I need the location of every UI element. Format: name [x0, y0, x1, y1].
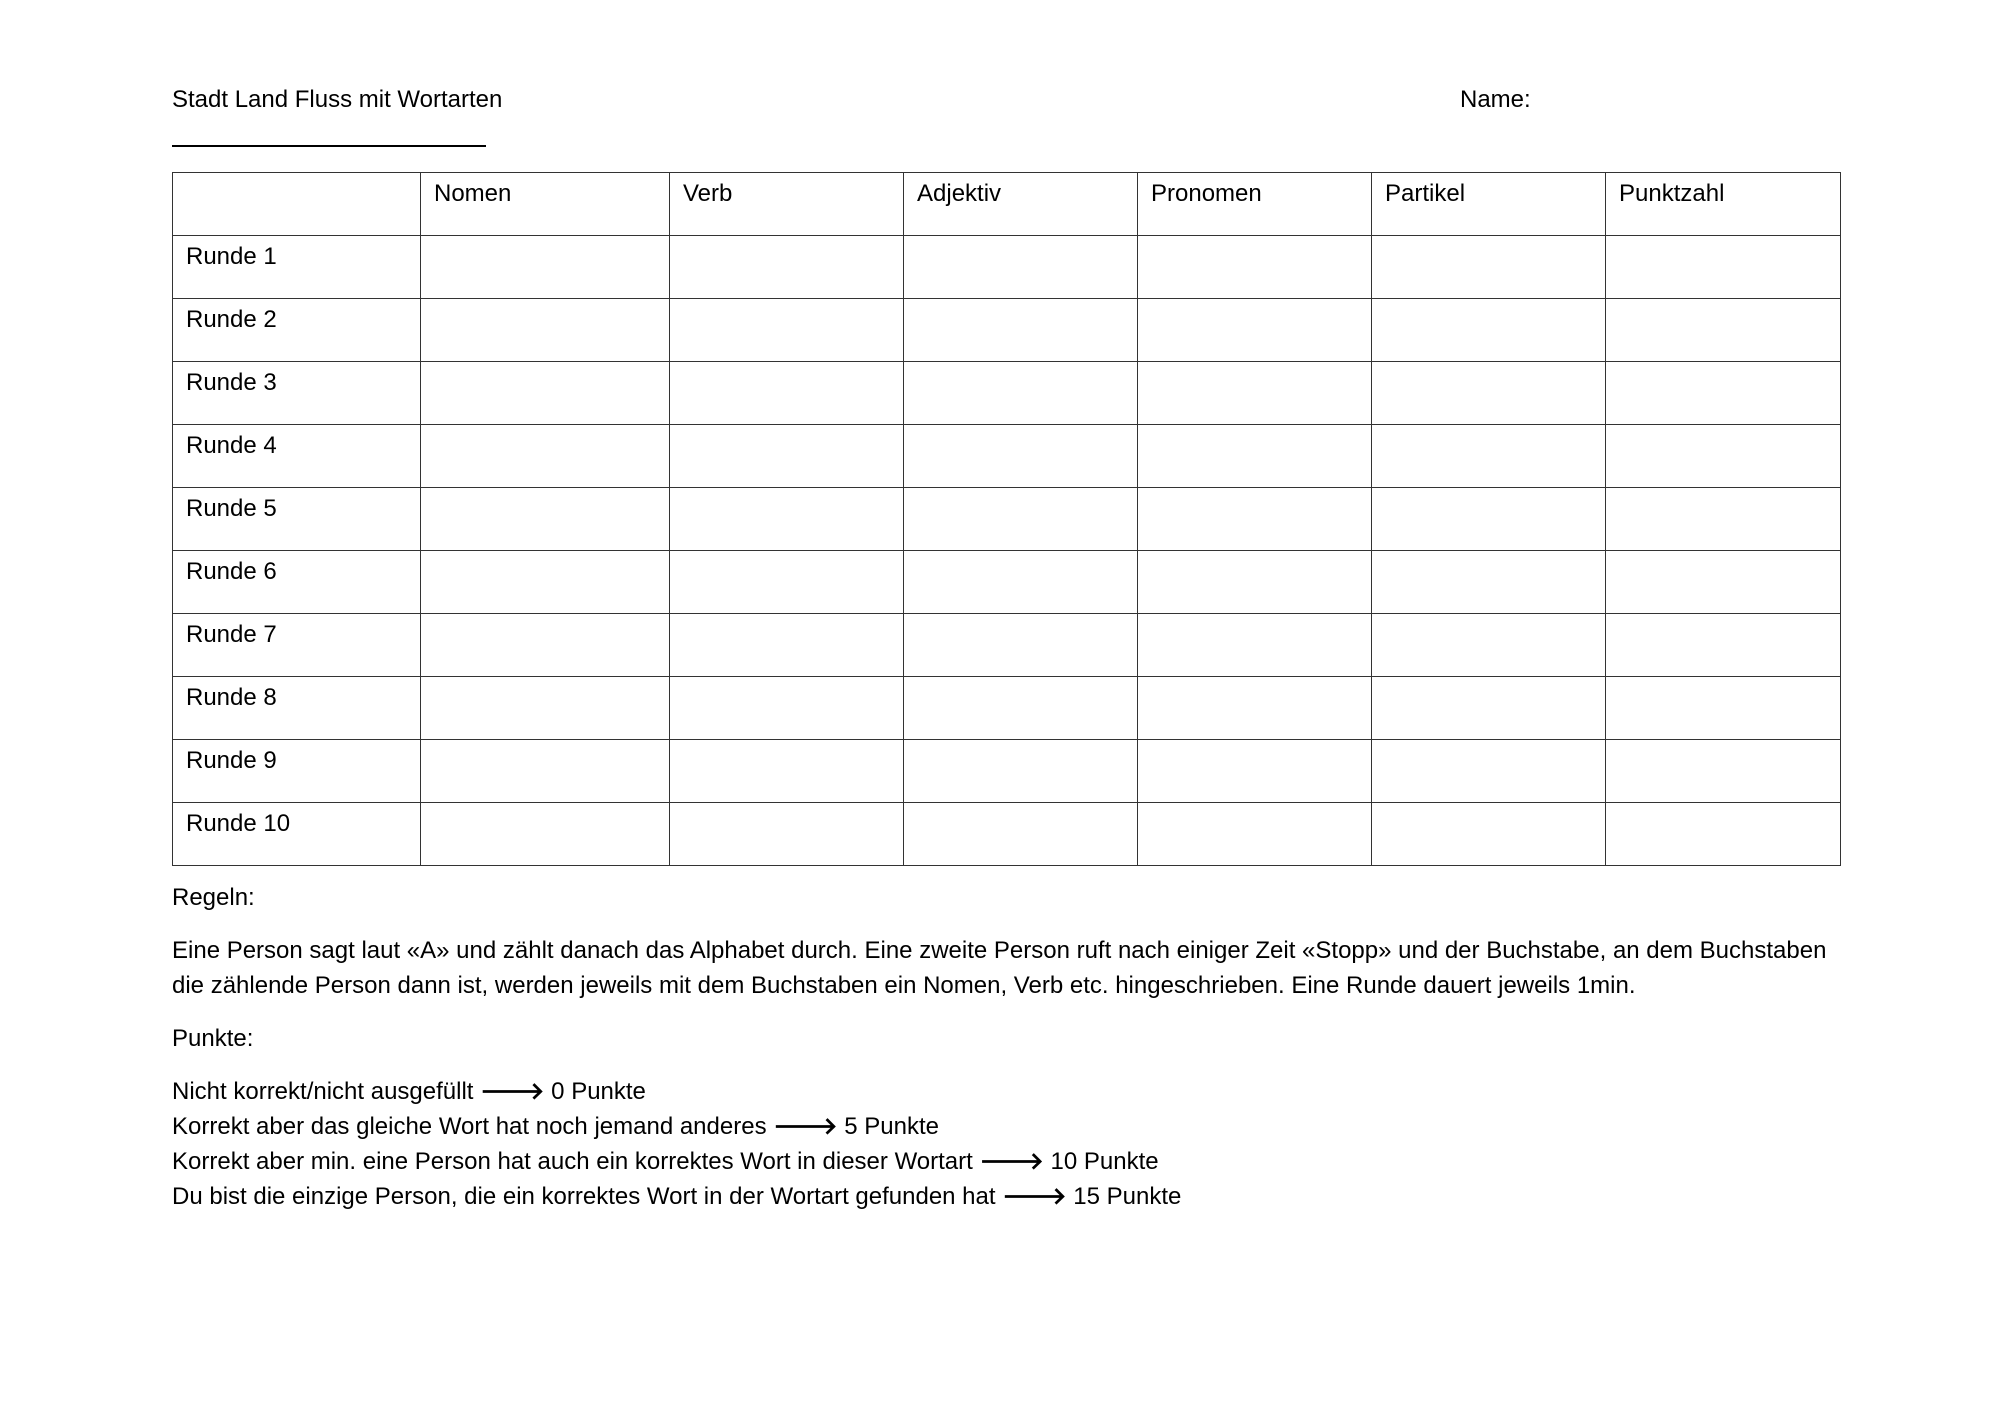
entry-cell[interactable] — [1372, 677, 1606, 740]
page-title: Stadt Land Fluss mit Wortarten — [172, 86, 503, 113]
entry-cell[interactable] — [670, 551, 904, 614]
points-condition: Korrekt aber min. eine Person hat auch ein korrektes Wort in dieser Wortart — [172, 1148, 973, 1175]
score-cell[interactable] — [1606, 677, 1841, 740]
entry-cell[interactable] — [670, 425, 904, 488]
row-label: Runde 6 — [173, 551, 421, 614]
row-label: Runde 1 — [173, 236, 421, 299]
entry-cell[interactable] — [421, 236, 670, 299]
entry-cell[interactable] — [904, 740, 1138, 803]
name-label: Name: — [1460, 86, 1531, 113]
entry-cell[interactable] — [670, 614, 904, 677]
rules-section — [172, 880, 1852, 1232]
entry-cell[interactable] — [904, 236, 1138, 299]
column-header-nomen: Nomen — [421, 173, 670, 236]
entry-cell[interactable] — [1138, 299, 1372, 362]
entry-cell[interactable] — [421, 551, 670, 614]
entry-cell[interactable] — [1138, 488, 1372, 551]
entry-cell[interactable] — [670, 803, 904, 866]
entry-cell[interactable] — [1372, 614, 1606, 677]
row-label: Runde 3 — [173, 362, 421, 425]
points-item — [172, 1074, 1852, 1109]
table-header-row — [173, 173, 1841, 236]
entry-cell[interactable] — [670, 362, 904, 425]
entry-cell[interactable] — [421, 677, 670, 740]
points-condition: Du bist die einzige Person, die ein korrektes Wort in der Wortart gefunden hat — [172, 1183, 996, 1210]
entry-cell[interactable] — [1372, 488, 1606, 551]
table-row — [173, 740, 1841, 803]
name-underline — [172, 145, 486, 147]
points-result: 10 Punkte — [1050, 1148, 1159, 1175]
entry-cell[interactable] — [1138, 677, 1372, 740]
entry-cell[interactable] — [904, 803, 1138, 866]
points-item — [172, 1179, 1852, 1214]
points-condition: Nicht korrekt/nicht ausgefüllt — [172, 1078, 474, 1105]
table-row — [173, 614, 1841, 677]
score-cell[interactable] — [1606, 488, 1841, 551]
entry-cell[interactable] — [670, 236, 904, 299]
column-header-punktzahl: Punktzahl — [1606, 173, 1841, 236]
row-label: Runde 7 — [173, 614, 421, 677]
score-cell[interactable] — [1606, 299, 1841, 362]
arrow-right-icon: 🡒 — [979, 1147, 1044, 1175]
entry-cell[interactable] — [1372, 299, 1606, 362]
points-item — [172, 1144, 1852, 1179]
score-cell[interactable] — [1606, 425, 1841, 488]
arrow-right-icon: 🡒 — [480, 1077, 545, 1105]
points-item — [172, 1109, 1852, 1144]
rules-text: Eine Person sagt laut «A» und zählt danach das Alphabet durch. Eine zweite Person ruft nach einiger Zeit «Stopp» und der Buchstabe, an dem Buchstaben die zählende Person dann ist, werden jeweils mit dem Buchstaben ein Nomen, Verb etc. hingeschrieben. Eine Runde dauert jeweils 1min. — [172, 937, 1827, 999]
points-list — [172, 1074, 1852, 1214]
entry-cell[interactable] — [904, 614, 1138, 677]
points-result: 15 Punkte — [1073, 1183, 1182, 1210]
table-row — [173, 236, 1841, 299]
column-header-adjektiv: Adjektiv — [904, 173, 1138, 236]
arrow-right-icon: 🡒 — [773, 1112, 838, 1140]
score-cell[interactable] — [1606, 614, 1841, 677]
arrow-right-icon: 🡒 — [1002, 1182, 1067, 1210]
entry-cell[interactable] — [1372, 740, 1606, 803]
table-row — [173, 425, 1841, 488]
entry-cell[interactable] — [421, 425, 670, 488]
row-label: Runde 10 — [173, 803, 421, 866]
entry-cell[interactable] — [1138, 551, 1372, 614]
entry-cell[interactable] — [904, 362, 1138, 425]
entry-cell[interactable] — [1138, 362, 1372, 425]
column-header-verb: Verb — [670, 173, 904, 236]
points-condition: Korrekt aber das gleiche Wort hat noch jemand anderes — [172, 1113, 767, 1140]
entry-cell[interactable] — [421, 614, 670, 677]
entry-cell[interactable] — [904, 488, 1138, 551]
entry-cell[interactable] — [1138, 803, 1372, 866]
column-header-partikel: Partikel — [1372, 173, 1606, 236]
table-row — [173, 299, 1841, 362]
score-cell[interactable] — [1606, 551, 1841, 614]
table-row — [173, 488, 1841, 551]
entry-cell[interactable] — [904, 551, 1138, 614]
column-header-pronomen: Pronomen — [1138, 173, 1372, 236]
entry-cell[interactable] — [1372, 803, 1606, 866]
table-row — [173, 551, 1841, 614]
entry-cell[interactable] — [421, 362, 670, 425]
score-cell[interactable] — [1606, 803, 1841, 866]
entry-cell[interactable] — [1138, 614, 1372, 677]
row-label: Runde 9 — [173, 740, 421, 803]
entry-cell[interactable] — [670, 740, 904, 803]
column-header-empty — [173, 173, 421, 236]
entry-cell[interactable] — [1372, 362, 1606, 425]
entry-cell[interactable] — [904, 425, 1138, 488]
entry-cell[interactable] — [1138, 425, 1372, 488]
entry-cell[interactable] — [1138, 740, 1372, 803]
row-label: Runde 4 — [173, 425, 421, 488]
entry-cell[interactable] — [1372, 425, 1606, 488]
entry-cell[interactable] — [421, 803, 670, 866]
score-cell[interactable] — [1606, 362, 1841, 425]
entry-cell[interactable] — [904, 299, 1138, 362]
row-label: Runde 8 — [173, 677, 421, 740]
entry-cell[interactable] — [421, 488, 670, 551]
entry-cell[interactable] — [904, 677, 1138, 740]
row-label: Runde 5 — [173, 488, 421, 551]
score-cell[interactable] — [1606, 236, 1841, 299]
entry-cell[interactable] — [1372, 551, 1606, 614]
row-label: Runde 2 — [173, 299, 421, 362]
entry-cell[interactable] — [421, 740, 670, 803]
rules-heading: Regeln: — [172, 884, 255, 911]
table-row — [173, 803, 1841, 866]
score-table — [172, 172, 1841, 866]
table-row — [173, 677, 1841, 740]
table-row — [173, 362, 1841, 425]
score-cell[interactable] — [1606, 740, 1841, 803]
entry-cell[interactable] — [1372, 236, 1606, 299]
entry-cell[interactable] — [1138, 236, 1372, 299]
points-result: 0 Punkte — [551, 1078, 646, 1105]
points-result: 5 Punkte — [844, 1113, 939, 1140]
points-heading: Punkte: — [172, 1025, 254, 1052]
entry-cell[interactable] — [421, 299, 670, 362]
entry-cell[interactable] — [670, 299, 904, 362]
entry-cell[interactable] — [670, 488, 904, 551]
entry-cell[interactable] — [670, 677, 904, 740]
